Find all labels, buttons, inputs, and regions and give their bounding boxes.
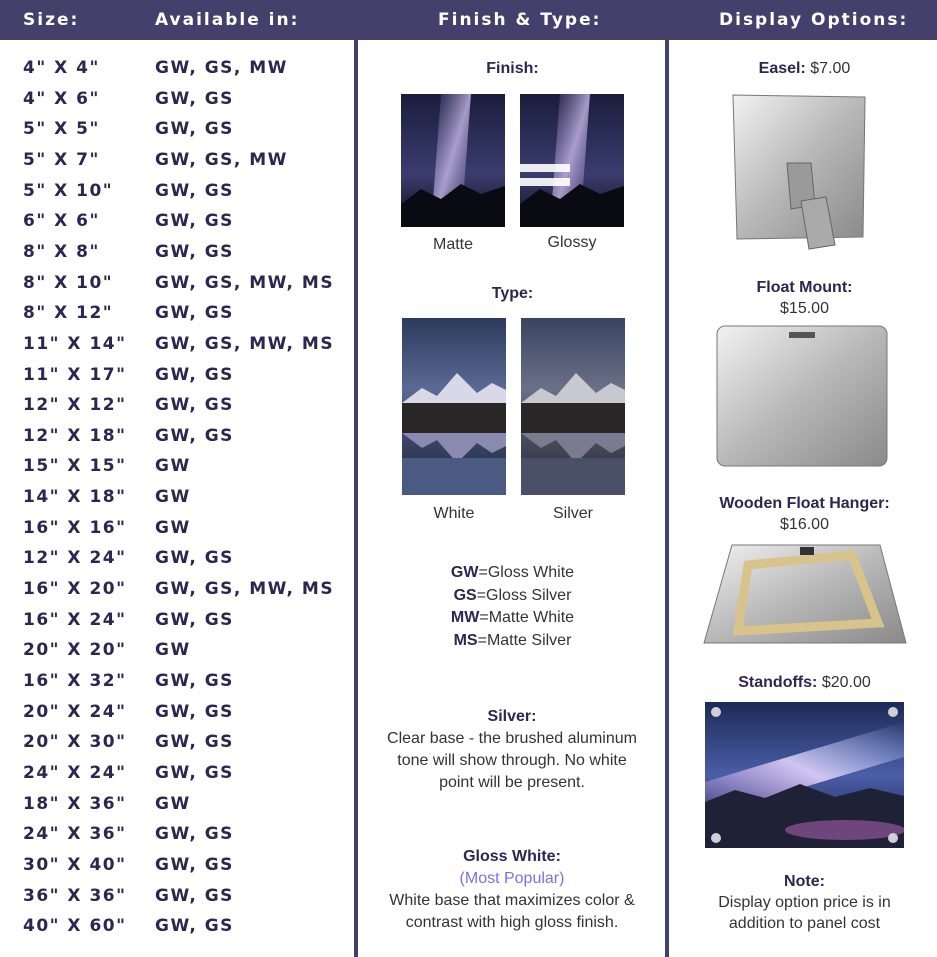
size-row bbox=[0, 727, 350, 757]
available-finishes: GW, GS bbox=[155, 88, 234, 109]
size-row bbox=[0, 451, 350, 481]
size-value: 16" X 24" bbox=[23, 609, 127, 630]
size-row bbox=[0, 605, 350, 635]
gloss-white-note: Gloss White: (Most Popular) White base that maximizes color & contrast with high gloss finish. bbox=[362, 846, 662, 934]
size-row bbox=[0, 329, 350, 359]
silver-note-title: Silver: bbox=[487, 708, 537, 725]
available-finishes: GW, GS bbox=[155, 425, 234, 446]
available-finishes: GW, GS bbox=[155, 303, 234, 324]
size-row bbox=[0, 176, 350, 206]
size-value: 20" X 24" bbox=[23, 701, 127, 722]
available-finishes: GW bbox=[155, 793, 191, 814]
size-row bbox=[0, 666, 350, 696]
size-row bbox=[0, 390, 350, 420]
size-row bbox=[0, 206, 350, 236]
size-value: 24" X 24" bbox=[23, 762, 127, 783]
size-value: 15" X 15" bbox=[23, 456, 127, 477]
size-row bbox=[0, 850, 350, 880]
available-finishes: GW, GS bbox=[155, 609, 234, 630]
available-finishes: GW, GS bbox=[155, 671, 234, 691]
size-row bbox=[0, 360, 350, 390]
standoffs-image bbox=[705, 702, 904, 848]
size-row bbox=[0, 543, 350, 573]
size-row bbox=[0, 53, 350, 83]
size-value: 8" X 12" bbox=[23, 303, 114, 324]
most-popular-label: (Most Popular) bbox=[459, 870, 565, 887]
legend-ms: MS=Matte Silver bbox=[453, 631, 572, 649]
glossy-sample-image bbox=[520, 94, 624, 227]
silver-type-sample-image bbox=[521, 318, 625, 495]
size-value: 36" X 36" bbox=[23, 885, 127, 906]
size-row bbox=[0, 421, 350, 451]
available-finishes: GW, GS bbox=[155, 854, 234, 875]
finish-legend bbox=[370, 562, 655, 652]
size-value: 16" X 20" bbox=[23, 579, 127, 600]
available-finishes: GW, GS bbox=[155, 701, 234, 722]
available-finishes: GW bbox=[155, 517, 191, 538]
header-finish-type: Finish & Type: bbox=[438, 10, 602, 30]
float-mount-image bbox=[713, 322, 891, 470]
size-value: 5" X 7" bbox=[23, 149, 100, 170]
size-value: 5" X 10" bbox=[23, 180, 114, 201]
display-note: Note: Display option price is in addition to panel cost bbox=[718, 873, 891, 932]
size-row bbox=[0, 114, 350, 144]
available-finishes: GW bbox=[155, 487, 191, 508]
size-row bbox=[0, 758, 350, 788]
size-value: 12" X 24" bbox=[23, 548, 127, 569]
size-value: 40" X 60" bbox=[23, 916, 127, 937]
size-row bbox=[0, 145, 350, 175]
size-value: 12" X 12" bbox=[23, 395, 127, 416]
size-row bbox=[0, 298, 350, 328]
size-value: 18" X 36" bbox=[23, 793, 127, 814]
legend-gw: GW=Gloss White bbox=[450, 564, 575, 581]
size-value: 4" X 6" bbox=[23, 88, 100, 109]
available-finishes: GW, GS bbox=[155, 119, 234, 140]
size-row bbox=[0, 513, 350, 543]
silver-label: Silver bbox=[552, 505, 593, 522]
size-value: 24" X 36" bbox=[23, 824, 127, 845]
wooden-float-hanger-option: Wooden Float Hanger: $16.00 bbox=[719, 495, 890, 533]
size-row bbox=[0, 911, 350, 941]
gloss-white-title: Gloss White: bbox=[463, 848, 561, 865]
available-finishes: GW bbox=[155, 640, 191, 661]
available-finishes: GW, GS, MW, MS bbox=[155, 272, 335, 293]
column-divider-left bbox=[354, 40, 358, 957]
column-divider-right bbox=[665, 40, 669, 957]
easel-image bbox=[731, 93, 868, 253]
wooden-float-hanger-image bbox=[702, 543, 907, 648]
available-finishes: GW, GS, MW bbox=[155, 58, 288, 78]
size-row bbox=[0, 574, 350, 604]
size-row bbox=[0, 697, 350, 727]
size-value: 11" X 14" bbox=[23, 333, 127, 354]
available-finishes: GW, GS bbox=[155, 395, 234, 416]
size-value: 30" X 40" bbox=[23, 854, 127, 875]
available-finishes: GW, GS bbox=[155, 211, 234, 232]
header-available: Available in: bbox=[155, 10, 300, 30]
legend-mw: MW=Matte White bbox=[450, 609, 575, 626]
size-row bbox=[0, 635, 350, 665]
size-row bbox=[0, 482, 350, 512]
standoffs-option: Standoffs: $20.00 bbox=[738, 674, 871, 691]
header-display-options: Display Options: bbox=[719, 10, 909, 30]
available-finishes: GW, GS, MW, MS bbox=[155, 333, 335, 354]
float-mount-option: Float Mount: $15.00 bbox=[756, 279, 853, 317]
available-finishes: GW bbox=[155, 456, 191, 477]
available-finishes: GW, GS, MW bbox=[155, 149, 288, 170]
silver-note: Silver: Clear base - the brushed aluminum tone will show through. No white point will be present. bbox=[362, 706, 662, 794]
size-row bbox=[0, 819, 350, 849]
available-finishes: GW, GS bbox=[155, 885, 234, 906]
size-row bbox=[0, 789, 350, 819]
size-value: 4" X 4" bbox=[23, 58, 100, 78]
size-value: 8" X 10" bbox=[23, 272, 114, 293]
size-row bbox=[0, 84, 350, 114]
easel-option: Easel: $7.00 bbox=[758, 60, 851, 77]
available-finishes: GW, GS bbox=[155, 241, 234, 262]
matte-sample-image bbox=[401, 94, 505, 227]
type-title: Type: bbox=[491, 285, 534, 302]
size-value: 11" X 17" bbox=[23, 364, 127, 385]
size-value: 14" X 18" bbox=[23, 487, 127, 508]
size-row bbox=[0, 881, 350, 911]
size-value: 8" X 8" bbox=[23, 241, 100, 262]
size-row bbox=[0, 237, 350, 267]
white-type-sample-image bbox=[402, 318, 506, 495]
finish-title: Finish: bbox=[486, 60, 539, 77]
available-finishes: GW, GS bbox=[155, 364, 234, 385]
available-finishes: GW, GS bbox=[155, 824, 234, 845]
size-value: 5" X 5" bbox=[23, 119, 100, 140]
size-value: 12" X 18" bbox=[23, 425, 127, 446]
available-finishes: GW, GS bbox=[155, 916, 234, 937]
available-finishes: GW, GS, MW, MS bbox=[155, 579, 335, 600]
white-label: White bbox=[433, 505, 475, 522]
available-finishes: GW, GS bbox=[155, 548, 234, 569]
matte-label: Matte bbox=[432, 236, 473, 253]
size-value: 6" X 6" bbox=[23, 211, 100, 232]
legend-gs: GS=Gloss Silver bbox=[453, 586, 572, 604]
size-value: 16" X 32" bbox=[23, 671, 127, 691]
size-value: 20" X 30" bbox=[23, 732, 127, 753]
size-value: 20" X 20" bbox=[23, 640, 127, 661]
available-finishes: GW, GS bbox=[155, 762, 234, 783]
size-row bbox=[0, 268, 350, 298]
header-size: Size: bbox=[23, 10, 80, 30]
available-finishes: GW, GS bbox=[155, 732, 234, 753]
glossy-label: Glossy bbox=[547, 234, 597, 251]
available-finishes: GW, GS bbox=[155, 180, 234, 201]
size-value: 16" X 16" bbox=[23, 517, 127, 538]
